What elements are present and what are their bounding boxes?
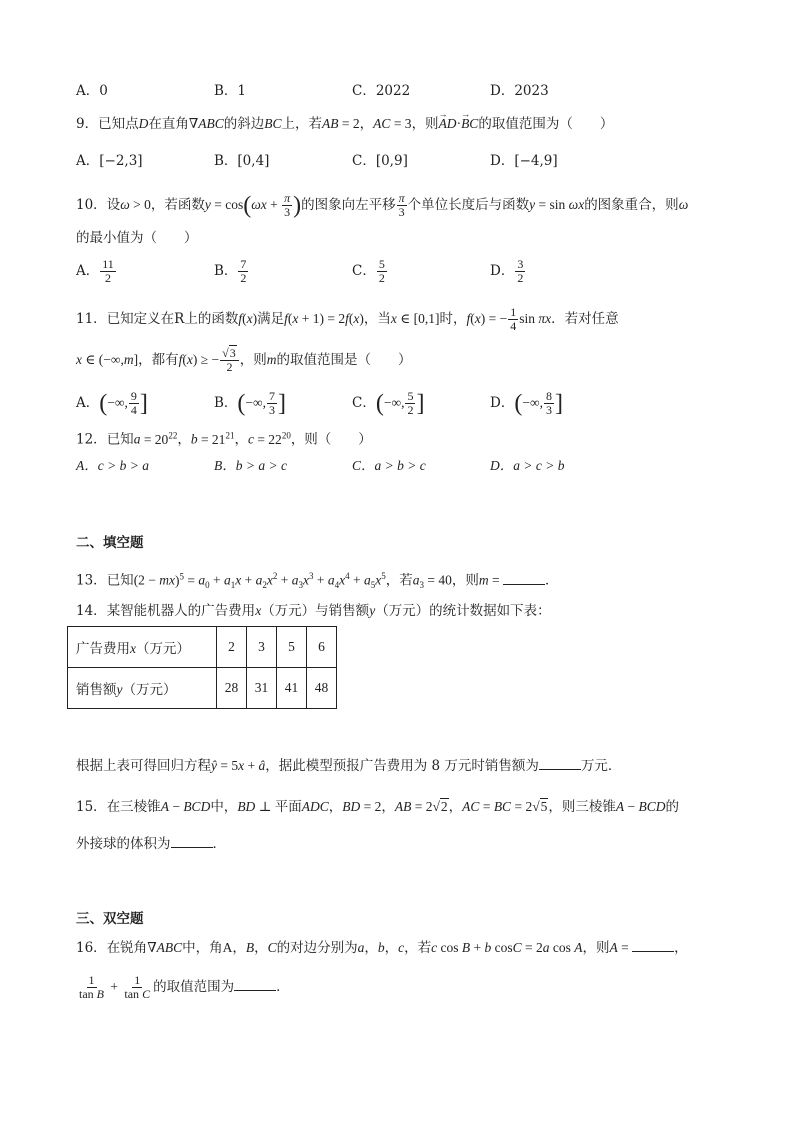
question-16-line2: $\frac{1}{\text{tan B}}$ + $\frac{1}{\text{tan C}}$ 的取值范围为 ． [79, 973, 290, 1001]
table-cell: 48 [307, 668, 337, 709]
question-15-line2: 外接球的体积为 ． [76, 836, 226, 852]
question-11-line2: x ∈ (−∞,m]，都有f(x) ≥ − $\frac{√3}{2}$ ，则m的取值范围是（ ） [76, 346, 412, 374]
q14-data-table [67, 626, 337, 709]
question-13: 13．已知$(2 - mx)^5 = a_0 + a_1x + a_2x^2 + a_3x^3 + a_4x^4 + a_5x^5$，若$a_3 = 40$，则m = ． [76, 571, 559, 591]
question-16-line1: 16．在锐角∇ABC中，角A，B，C的对边分别为a，b，c，若c cos B + b cosC = 2a cos A，则A = ， [76, 940, 688, 956]
table-cell: 3 [247, 627, 277, 668]
q10-option-d: D． $\frac{3}{2}$ [490, 257, 524, 285]
q9-option-b: B．[0,4] [214, 153, 270, 169]
section-3-title: 三、双空题 [76, 911, 144, 927]
q14-answer-blank [539, 756, 581, 770]
table-cell: 5 [277, 627, 307, 668]
table-cell: 31 [247, 668, 277, 709]
q10-option-b: B． $\frac{7}{2}$ [214, 257, 247, 285]
q11-option-c: C．(−∞, $\frac{5}{2}$ ] [352, 389, 425, 417]
q12-option-a: A．c > b > a [76, 458, 149, 473]
q12-option-c: C．a > b > c [352, 458, 426, 473]
table-cell: 2 [217, 627, 247, 668]
q13-answer-blank [503, 571, 545, 585]
q10-option-a: A． $\frac{11}{2}$ [76, 257, 114, 285]
q12-option-d: D．a > c > b [490, 458, 565, 473]
question-10-line2: 的最小值为（ ） [76, 230, 198, 246]
q9-option-a: A．[−2,3] [76, 153, 143, 169]
table-row-label: 广告费用x（万元） [68, 627, 217, 668]
q9-option-d: D．[−4,9] [490, 153, 558, 169]
q11-option-b: B．(−∞, $\frac{7}{3}$ ] [214, 389, 287, 417]
q10-option-c: C． $\frac{5}{2}$ [352, 257, 385, 285]
question-11-line1: 11．已知定义在R上的函数f(x)满足f(x + 1) = 2f(x)，当x ∈ [0,1]时，f(x) = − $\frac{1}{4}$ sin πx．若对任意 [76, 305, 619, 333]
q9-option-c: C．[0,9] [352, 153, 408, 169]
q8-option-c: C．2022 [352, 83, 411, 99]
q8-option-d: D．2023 [490, 83, 549, 99]
table-row [68, 668, 337, 709]
question-12: 12．已知$a = 20^{22}$，$b = 21^{21}$，$c = 22^{20}$，则（ ） [76, 430, 372, 448]
q11-option-a: A．(−∞, $\frac{9}{4}$ ] [76, 389, 148, 417]
q8-option-a: A．0 [76, 83, 108, 99]
table-cell: 28 [217, 668, 247, 709]
question-14: 14．某智能机器人的广告费用x（万元）与销售额y（万元）的统计数据如下表： [76, 603, 551, 619]
table-cell: 6 [307, 627, 337, 668]
table-row [68, 627, 337, 668]
table-cell: 41 [277, 668, 307, 709]
table-row-label: 销售额y（万元） [68, 668, 217, 709]
q8-option-b: B．1 [214, 83, 247, 99]
q12-option-b: B．b > a > c [214, 458, 287, 473]
question-14-regression: 根据上表可得回归方程ŷ = 5x + â，据此模型预报广告费用为 8 万元时销售额为 万元． [76, 758, 622, 774]
q11-option-d: D．(−∞, $\frac{8}{3}$ ] [490, 389, 563, 417]
q16-answer-blank-1 [632, 938, 674, 952]
question-15-line1: 15．在三棱锥A − BCD中，BD ⊥ 平面ADC，BD = 2，AB = 2√2，AC = BC = 2√5，则三棱锥A − BCD的 [76, 799, 679, 815]
section-2-title: 二、填空题 [76, 535, 144, 551]
question-9: 9．已知点D在直角∇ABC的斜边BC上，若AB = 2，AC = 3，则→ AD·→ BC的取值范围为（ ） [76, 115, 613, 133]
question-10-line1: 10．设ω > 0，若函数y = cos(ωx + $\frac{\pi}{3}$ )的图象向左平移 $\frac{\pi}{3}$ 个单位长度后与函数y = sin ωx的图象重合，则ω [76, 191, 689, 219]
q16-answer-blank-2 [234, 977, 276, 991]
q15-answer-blank [171, 834, 213, 848]
